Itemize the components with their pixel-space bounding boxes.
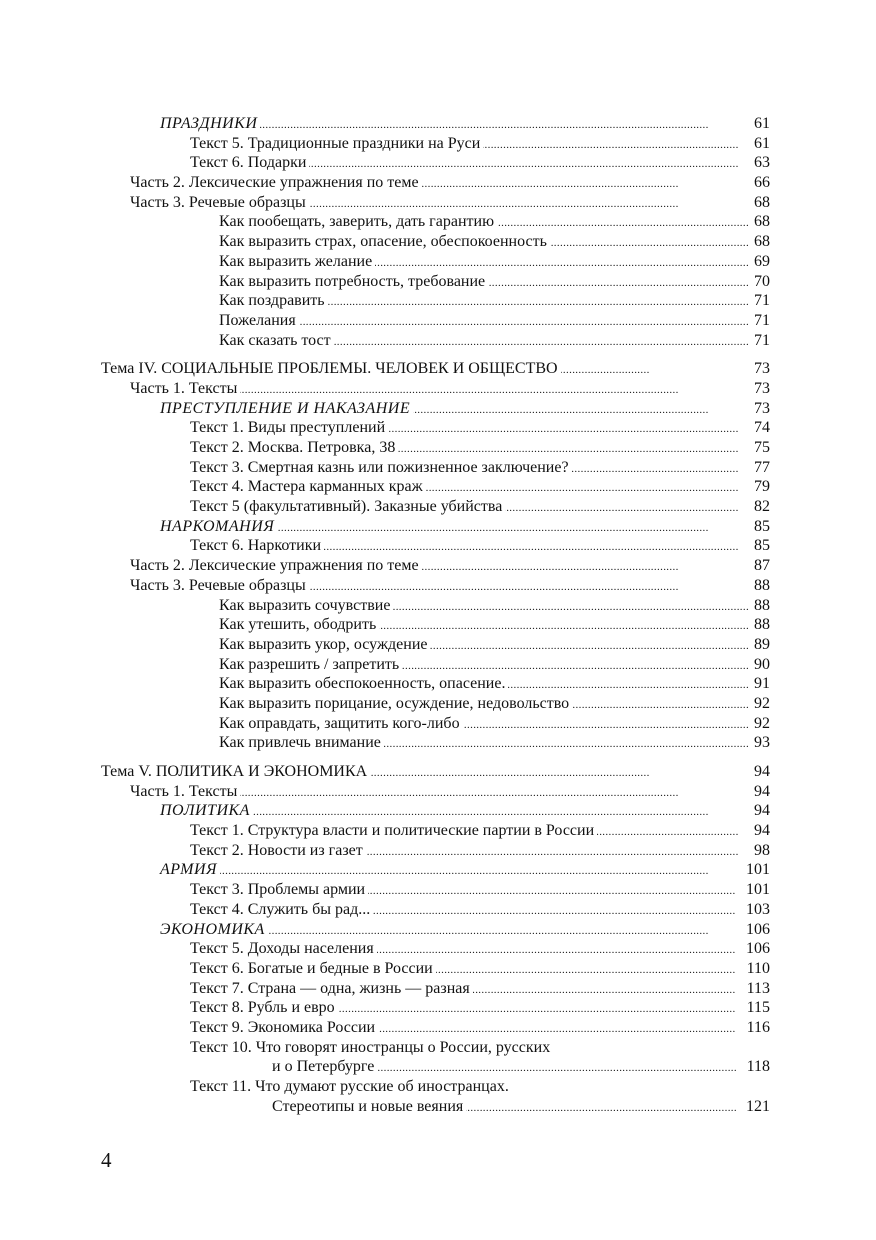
- toc-entry-title: Текст 1. Виды преступлений: [190, 418, 388, 438]
- toc-entry-page: 91: [748, 674, 770, 694]
- toc-entry-title: Часть 3. Речевые образцы: [130, 576, 309, 596]
- toc-entry: [0, 517, 876, 537]
- toc-entry: [0, 979, 876, 999]
- toc-entry: [0, 880, 876, 900]
- toc-entry-page: 85: [748, 536, 770, 556]
- toc-entry: [0, 252, 876, 272]
- toc-entry-page: 106: [736, 939, 770, 959]
- toc-entry-title: Как выразить сочувствие: [219, 596, 393, 616]
- toc-entry-page: 88: [748, 596, 770, 616]
- toc-entry-title: Текст 3. Проблемы армии: [190, 880, 368, 900]
- toc-entry-title: Текст 5 (факультативный). Заказные убийства: [190, 497, 505, 517]
- toc-entry-page: 94: [748, 821, 770, 841]
- toc-entry: [0, 801, 876, 821]
- toc-entry-page: 110: [736, 959, 770, 979]
- toc-entry: [0, 359, 876, 379]
- toc-entry-title: Текст 11. Что думают русские об иностранцах.: [190, 1077, 512, 1097]
- toc-entry: [0, 311, 876, 331]
- toc-entry-page: 88: [748, 615, 770, 635]
- toc-entry: [0, 920, 876, 940]
- toc-entry-page: 71: [748, 311, 770, 331]
- toc-entry: [0, 998, 876, 1018]
- toc-entry-page: 68: [748, 212, 770, 232]
- toc-entry-title: ПОЛИТИКА: [160, 801, 253, 821]
- toc-entry-page: 74: [748, 418, 770, 438]
- toc-entry: [0, 596, 876, 616]
- toc-entry-page: 61: [748, 114, 770, 134]
- toc-entry: [0, 536, 876, 556]
- table-of-contents: [0, 114, 876, 1116]
- toc-entry-title: Часть 1. Тексты: [130, 782, 240, 802]
- toc-entry: [0, 193, 876, 213]
- toc-entry-title: Часть 2. Лексические упражнения по теме: [130, 173, 422, 193]
- toc-entry: [0, 694, 876, 714]
- toc-entry-page: 113: [736, 979, 770, 999]
- toc-entry-title: Тема V. ПОЛИТИКА И ЭКОНОМИКА: [101, 762, 370, 782]
- toc-entry-page: 69: [748, 252, 770, 272]
- toc-entry: [0, 655, 876, 675]
- toc-entry-title: Текст 7. Страна — одна, жизнь — разная: [190, 979, 473, 999]
- toc-entry-title: Текст 4. Служить бы рад...: [190, 900, 373, 920]
- toc-entry-page: 115: [736, 998, 770, 1018]
- toc-entry-title: Как утешить, ободрить: [219, 615, 379, 635]
- toc-entry-page: 90: [748, 655, 770, 675]
- toc-entry-page: 79: [748, 477, 770, 497]
- toc-entry-page: 77: [748, 458, 770, 478]
- toc-entry-title: Как поздравить: [219, 291, 328, 311]
- toc-entry-title: Текст 9. Экономика России: [190, 1018, 378, 1038]
- toc-entry-page: 94: [748, 782, 770, 802]
- toc-entry: [0, 134, 876, 154]
- toc-entry-title: Как выразить желание: [219, 252, 375, 272]
- toc-entry-title: Как оправдать, защитить кого-либо: [219, 714, 463, 734]
- toc-entry-page: 73: [748, 379, 770, 399]
- toc-entry-page: 89: [748, 635, 770, 655]
- toc-entry-page: 118: [736, 1057, 770, 1077]
- toc-entry-title: Текст 1. Структура власти и политические партии в России: [190, 821, 597, 841]
- toc-entry: [0, 714, 876, 734]
- toc-entry-page: 98: [748, 841, 770, 861]
- toc-entry-page: 88: [748, 576, 770, 596]
- toc-entry-page: 73: [748, 359, 770, 379]
- toc-entry-title: Текст 5. Традиционные праздники на Руси: [190, 134, 483, 154]
- toc-entry: [0, 272, 876, 292]
- toc-entry: [0, 556, 876, 576]
- toc-entry-page: 94: [748, 801, 770, 821]
- toc-entry: [0, 153, 876, 173]
- toc-entry-page: 68: [748, 232, 770, 252]
- dot-leader: [160, 860, 766, 882]
- toc-entry-title: Текст 2. Новости из газет: [190, 841, 366, 861]
- toc-entry-page: 61: [748, 134, 770, 154]
- toc-entry-page: 101: [736, 860, 770, 880]
- toc-entry-title: Текст 8. Рубль и евро: [190, 998, 338, 1018]
- toc-entry-page: 82: [748, 497, 770, 517]
- toc-entry-page: 92: [748, 714, 770, 734]
- toc-entry: [0, 173, 876, 193]
- toc-entry: [0, 458, 876, 478]
- toc-entry-page: 93: [748, 733, 770, 753]
- toc-entry-title: Стереотипы и новые веяния: [272, 1097, 466, 1117]
- toc-entry-page: 101: [736, 880, 770, 900]
- toc-entry: [0, 1077, 876, 1097]
- toc-entry-page: 103: [736, 900, 770, 920]
- toc-entry: [0, 291, 876, 311]
- toc-entry: [0, 1018, 876, 1038]
- toc-entry-title: и о Петербурге: [272, 1057, 377, 1077]
- toc-entry-page: 75: [748, 438, 770, 458]
- toc-entry-title: НАРКОМАНИЯ: [160, 517, 277, 537]
- toc-entry-title: Как выразить укор, осуждение: [219, 635, 430, 655]
- toc-entry: [0, 841, 876, 861]
- toc-entry-page: 66: [748, 173, 770, 193]
- toc-entry-title: Текст 6. Наркотики: [190, 536, 324, 556]
- toc-entry: [0, 477, 876, 497]
- toc-entry-page: 121: [736, 1097, 770, 1117]
- toc-entry: [0, 232, 876, 252]
- toc-entry-title: Текст 3. Смертная казнь или пожизненное заключение?: [190, 458, 572, 478]
- toc-entry-page: 70: [748, 272, 770, 292]
- toc-entry: [0, 576, 876, 596]
- toc-entry-page: 116: [736, 1018, 770, 1038]
- toc-entry-title: ПРЕСТУПЛЕНИЕ И НАКАЗАНИЕ: [160, 399, 413, 419]
- toc-entry-title: Пожелания: [219, 311, 299, 331]
- toc-entry-page: 87: [748, 556, 770, 576]
- toc-entry-page: 92: [748, 694, 770, 714]
- toc-entry: [0, 212, 876, 232]
- toc-entry-title: Как выразить страх, опасение, обеспокоенность: [219, 232, 550, 252]
- toc-entry: [0, 900, 876, 920]
- toc-entry: [0, 379, 876, 399]
- toc-entry-title: Как привлечь внимание: [219, 733, 384, 753]
- toc-entry-page: 94: [748, 762, 770, 782]
- toc-entry-page: 68: [748, 193, 770, 213]
- toc-entry-title: Как сказать тост: [219, 331, 334, 351]
- toc-entry: [0, 959, 876, 979]
- toc-entry-title: ЭКОНОМИКА: [160, 920, 268, 940]
- toc-entry-title: Тема IV. СОЦИАЛЬНЫЕ ПРОБЛЕМЫ. ЧЕЛОВЕК И ОБЩЕСТВО: [101, 359, 561, 379]
- toc-entry: [0, 399, 876, 419]
- toc-entry-title: Текст 6. Подарки: [190, 153, 309, 173]
- toc-entry: [0, 438, 876, 458]
- toc-entry: [0, 497, 876, 517]
- toc-entry: [0, 635, 876, 655]
- toc-entry-title: Текст 5. Доходы населения: [190, 939, 377, 959]
- toc-entry-title: Текст 4. Мастера карманных краж: [190, 477, 426, 497]
- toc-entry-title: АРМИЯ: [160, 860, 220, 880]
- toc-entry-title: Часть 3. Речевые образцы: [130, 193, 309, 213]
- toc-entry-title: Как пообещать, заверить, дать гарантию: [219, 212, 497, 232]
- toc-entry-title: Как разрешить / запретить: [219, 655, 402, 675]
- toc-entry: [0, 939, 876, 959]
- toc-entry: [0, 674, 876, 694]
- toc-entry-title: ПРАЗДНИКИ: [160, 114, 260, 134]
- toc-entry-page: 63: [748, 153, 770, 173]
- toc-entry-page: 71: [748, 331, 770, 351]
- toc-entry: [0, 1038, 876, 1058]
- toc-entry-title: Как выразить обеспокоенность, опасение.: [219, 674, 508, 694]
- toc-entry-page: 85: [748, 517, 770, 537]
- toc-entry: [0, 860, 876, 880]
- toc-entry-title: Текст 2. Москва. Петровка, 38: [190, 438, 398, 458]
- toc-entry-title: Часть 1. Тексты: [130, 379, 240, 399]
- toc-entry-page: 71: [748, 291, 770, 311]
- toc-entry: [0, 821, 876, 841]
- dot-leader: [219, 311, 766, 333]
- toc-entry: [0, 1097, 876, 1117]
- toc-entry-title: Как выразить потребность, требование: [219, 272, 488, 292]
- toc-entry: [0, 1057, 876, 1077]
- toc-entry: [0, 331, 876, 351]
- toc-entry-title: Как выразить порицание, осуждение, недовольство: [219, 694, 572, 714]
- toc-entry: [0, 418, 876, 438]
- toc-entry: [0, 762, 876, 782]
- toc-entry-page: 106: [736, 920, 770, 940]
- toc-entry-title: Текст 10. Что говорят иностранцы о России, русских: [190, 1038, 553, 1058]
- toc-entry-title: Текст 6. Богатые и бедные в России: [190, 959, 436, 979]
- toc-entry: [0, 733, 876, 753]
- page-number: 4: [101, 1148, 112, 1172]
- toc-entry-title: Часть 2. Лексические упражнения по теме: [130, 556, 422, 576]
- toc-entry: [0, 615, 876, 635]
- toc-entry-page: 73: [748, 399, 770, 419]
- toc-entry: [0, 114, 876, 134]
- toc-entry: [0, 782, 876, 802]
